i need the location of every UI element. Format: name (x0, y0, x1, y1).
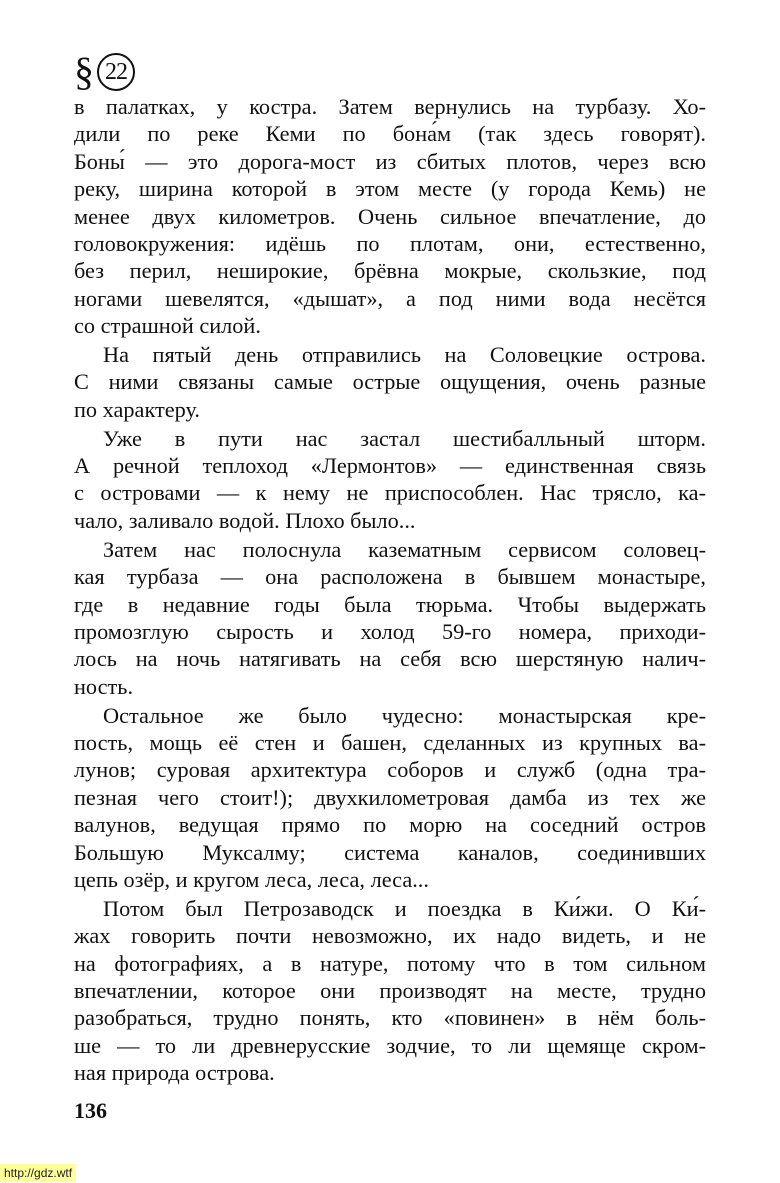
text-line: менее двух километров. Очень сильное впечатление, до (74, 203, 706, 229)
text-line: в палатках, у костра. Затем вернулись на турбазу. Хо- (74, 94, 706, 119)
section-symbol: § (74, 49, 94, 94)
text-line: по характеру. (74, 396, 200, 422)
text-line: ногами шевелятся, «дышат», а под ними вода несётся (74, 285, 706, 311)
text-line: лунов; суровая архитектура соборов и служб (одна тра- (74, 757, 706, 783)
text-line: Большую Муксалму; система каналов, соединивших (74, 839, 706, 865)
text-line: пезная чего стоит!); двухкилометровая дамба из тех же (74, 784, 706, 810)
page-body-text (74, 93, 706, 1087)
text-line: На пятый день отправились на Соловецкие острова. (103, 342, 706, 368)
text-line: дили по реке Кеми по бона́м (так здесь говорят). (74, 121, 706, 147)
text-line: головокружения: идёшь по плотам, они, естественно, (74, 230, 706, 256)
text-line: ная природа острова. (74, 1060, 275, 1086)
text-line: впечатлении, которое они производят на месте, трудно (74, 978, 706, 1003)
paragraph (74, 702, 706, 894)
text-line: А речной теплоход «Лермонтов» — единственная связь (74, 453, 706, 479)
paragraph (74, 425, 706, 535)
text-line: без перил, неширокие, брёвна мокрые, скользкие, под (74, 258, 706, 284)
text-line: где в недавние годы была тюрьма. Чтобы выдержать (74, 591, 706, 617)
text-line: Остальное же было чудесно: монастырская кре- (103, 702, 706, 728)
text-line: Затем нас полоснула казематным сервисом соловец- (103, 536, 706, 562)
paragraph (74, 93, 706, 340)
text-line: реку, ширина которой в этом месте (у города Кемь) не (74, 176, 706, 202)
text-line: цепь озёр, и кругом леса, леса, леса... (74, 866, 429, 892)
text-line: С ними связаны самые острые ощущения, очень разные (74, 369, 706, 395)
text-line: Боны́ — это дорога-мост из сбитых плотов, через всю (74, 148, 706, 174)
text-line: чало, заливало водой. Плохо было... (74, 507, 416, 533)
text-line: Потом был Петрозаводск и поездка в Ки́жи. О Ки́- (103, 895, 706, 921)
paragraph (74, 341, 706, 423)
paragraph (74, 895, 706, 1087)
text-line: пость, мощь её стен и башен, сделанных из крупных ва- (74, 729, 706, 755)
text-line: на фотографиях, а в натуре, потому что в том сильном (74, 950, 706, 976)
text-line: жах говорить почти невозможно, их надо видеть, и не (74, 923, 706, 949)
text-line: кая турбаза — она расположена в бывшем монастыре, (74, 564, 706, 590)
text-line: разобраться, трудно понять, кто «повинен» в нём боль- (74, 1005, 706, 1031)
section-marker (74, 49, 135, 94)
page-number: 136 (74, 1098, 107, 1123)
text-line: с островами — к нему не приспособлен. Нас трясло, ка- (74, 480, 706, 506)
section-number-badge: 22 (97, 53, 135, 91)
text-line: промозглую сырость и холод 59-го номера, приходи- (74, 618, 706, 644)
watermark-link[interactable]: http://gdz.wtf (0, 1164, 76, 1182)
paragraph (74, 536, 706, 700)
text-line: ше — то ли древнерусские зодчие, то ли щемяще скром- (74, 1032, 706, 1058)
text-line: со страшной силой. (74, 313, 261, 339)
text-line: Уже в пути нас застал шестибалльный шторм. (103, 425, 706, 451)
text-line: валунов, ведущая прямо по морю на соседний остров (74, 812, 706, 838)
text-line: ность. (74, 673, 134, 699)
text-line: лось на ночь натягивать на себя всю шерстяную налич- (74, 646, 706, 672)
